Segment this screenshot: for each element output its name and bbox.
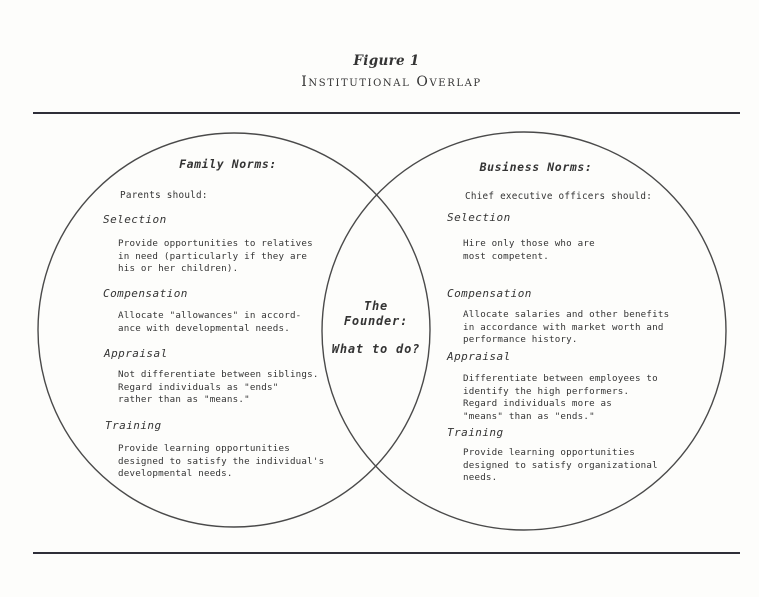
business-appraisal-heading: Appraisal xyxy=(447,350,511,363)
family-norms-subtitle: Parents should: xyxy=(120,190,208,201)
body-line: Regard individuals as "ends" xyxy=(118,381,279,393)
family-selection-body xyxy=(118,238,313,276)
figure-label: Figure 1 xyxy=(353,53,420,69)
body-line: Not differentiate between siblings. xyxy=(118,369,319,380)
business-compensation-heading: Compensation xyxy=(447,287,532,300)
business-selection-body xyxy=(463,238,595,263)
bottom-rule xyxy=(33,552,740,554)
business-appraisal-body xyxy=(463,373,658,423)
business-norms-subtitle: Chief executive officers should: xyxy=(465,191,653,202)
body-line: in accordance with market worth and xyxy=(463,321,664,333)
family-compensation-body xyxy=(118,310,301,335)
body-line: ance with developmental needs. xyxy=(118,322,290,334)
body-line: Provide learning opportunities xyxy=(118,443,290,454)
overlap-line: The xyxy=(363,299,389,313)
body-line: Differentiate between employees to xyxy=(463,373,658,384)
business-compensation-body xyxy=(463,309,669,347)
body-line: Hire only those who are xyxy=(463,238,595,249)
body-line: designed to satisfy the individual's xyxy=(118,455,325,467)
body-line: his or her children). xyxy=(118,263,239,274)
business-norms-title: Business Norms: xyxy=(479,160,593,174)
business-training-body xyxy=(463,447,658,485)
family-training-body xyxy=(118,443,324,481)
body-line: "means" than as "ends." xyxy=(463,410,595,422)
body-line: identify the high performers. xyxy=(463,385,630,397)
body-line: Allocate "allowances" in accord- xyxy=(118,310,302,321)
body-line: needs. xyxy=(463,472,498,483)
figure-title: Institutional Overlap xyxy=(301,74,482,90)
body-line: Provide learning opportunities xyxy=(463,447,635,458)
body-line: most competent. xyxy=(463,250,549,262)
body-line: Allocate salaries and other benefits xyxy=(463,309,670,320)
body-line: performance history. xyxy=(463,334,578,345)
overlap-line: What to do? xyxy=(331,342,421,356)
family-appraisal-body xyxy=(118,369,319,407)
family-compensation-heading: Compensation xyxy=(103,287,188,300)
body-line: Provide opportunities to relatives xyxy=(118,238,313,249)
body-line: designed to satisfy organizational xyxy=(463,459,658,471)
founder-overlap-label xyxy=(320,299,432,357)
body-line: in need (particularly if they are xyxy=(118,250,308,262)
business-selection-heading: Selection xyxy=(447,211,511,224)
overlap-line: Founder: xyxy=(343,314,409,328)
business-training-heading: Training xyxy=(447,426,504,439)
family-appraisal-heading: Appraisal xyxy=(104,347,168,360)
body-line: developmental needs. xyxy=(118,468,233,479)
family-training-heading: Training xyxy=(105,419,162,432)
family-selection-heading: Selection xyxy=(103,213,167,226)
body-line: Regard individuals more as xyxy=(463,398,613,409)
body-line: rather than as "means." xyxy=(118,394,250,405)
family-norms-title: Family Norms: xyxy=(179,157,277,171)
